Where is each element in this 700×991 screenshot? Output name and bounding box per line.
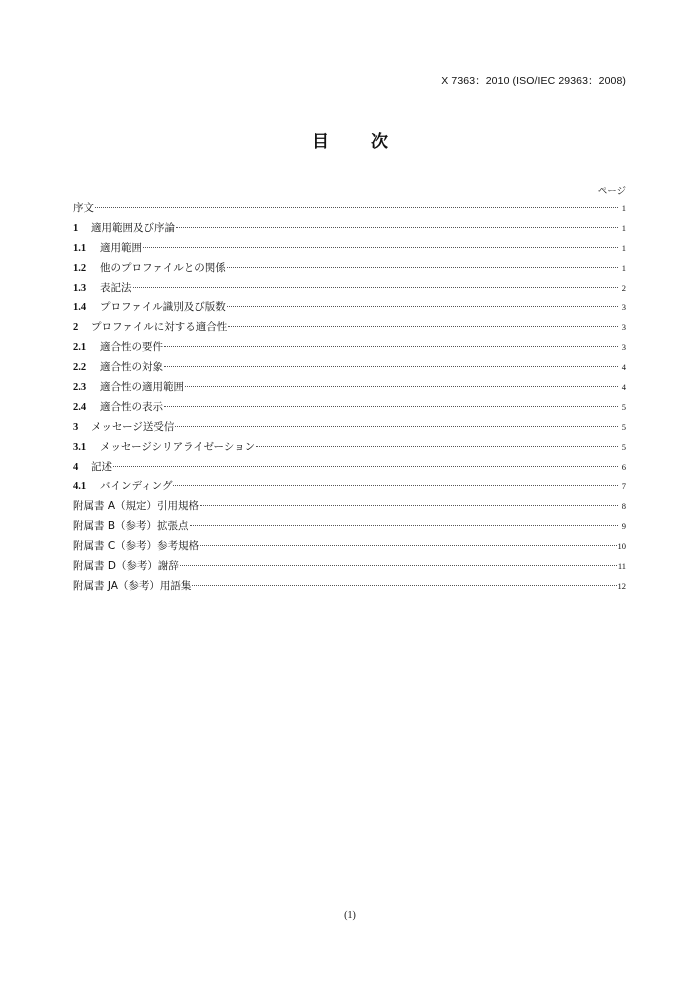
toc-entry-page: 10 [617,541,626,552]
toc-entry[interactable] [73,199,626,219]
toc-leader-dots [200,544,616,546]
toc-entry-page: 1 [621,262,626,273]
toc-entry[interactable] [73,239,626,259]
toc-leader-dots [164,405,618,407]
toc-entry-title: メッセージシリアライゼーション [100,440,256,453]
toc-leader-dots [200,504,618,506]
toc-leader-dots [180,564,617,566]
toc-entry-title: 適合性の対象 [100,361,163,374]
toc-entry-page: 5 [621,421,626,432]
toc-entry-page: 3 [621,322,626,333]
toc-entry-title: 附属書 B（参考）拡張点 [73,520,189,533]
toc-entry[interactable] [73,458,626,478]
toc-entry-page: 1 [621,242,626,253]
toc-entry-title: 附属書 C（参考）参考規格 [73,540,200,553]
toc-entry-title: 適合性の要件 [100,341,163,354]
toc-entry[interactable] [73,219,626,239]
toc-entry[interactable] [73,497,626,517]
toc-entry-title: 適用範囲及び序論 [91,221,175,234]
toc-leader-dots [143,246,618,248]
toc-leader-dots [256,445,618,447]
toc-leader-dots [227,305,618,307]
toc-entry[interactable] [73,438,626,458]
toc-entry-page: 7 [621,481,626,492]
toc-entry-page: 6 [621,461,626,472]
toc-entry-number: 2 [73,322,79,334]
toc-entry[interactable] [73,398,626,418]
toc-leader-dots [164,345,618,347]
toc-entry-page: 3 [621,342,626,353]
toc-entry-number: 3 [73,421,79,433]
toc-entry-number: 1.2 [73,262,87,274]
toc-leader-dots [185,385,618,387]
toc-entry-number: 4.1 [73,481,87,493]
toc-entry-title: 附属書 D（参考）謝辞 [73,560,179,573]
toc-entry-page: 5 [621,401,626,412]
toc-entry-number: 2.4 [73,401,87,413]
toc-entry[interactable] [73,259,626,279]
toc-entry[interactable] [73,298,626,318]
toc-entry-page: 2 [621,282,626,293]
toc-leader-dots [190,524,618,526]
toc-entry-page: 1 [621,222,626,233]
toc-entry[interactable] [73,537,626,557]
toc-entry-title: プロファイルに対する適合性 [91,321,228,334]
toc-entry-number: 2.1 [73,342,87,354]
toc-entry[interactable] [73,577,626,597]
toc-entry-title: 他のプロファイルとの関係 [100,261,226,274]
toc-leader-dots [173,484,618,486]
toc-entry[interactable] [73,338,626,358]
toc-entry[interactable] [73,477,626,497]
toc-entry[interactable] [73,279,626,299]
toc-entry[interactable] [73,358,626,378]
toc-entry-number: 1.3 [73,282,87,294]
toc-entry[interactable] [73,318,626,338]
toc-entry-number: 1 [73,222,79,234]
toc-entry-number: 1.4 [73,302,87,314]
toc-leader-dots [95,206,618,208]
toc-entry[interactable] [73,378,626,398]
toc-entry-page: 4 [621,382,626,393]
toc-entry-number: 2.2 [73,362,87,374]
page-title: 目 次 [312,132,406,152]
page-number-footer: (1) [344,910,356,921]
toc-entry-page: 3 [621,302,626,313]
toc-leader-dots [175,425,618,427]
toc-entry-title: 記述 [91,460,112,473]
toc-entry-title: 適合性の表示 [100,400,163,413]
toc-entry-title: 適用範囲 [100,241,142,254]
toc-leader-dots [176,226,618,228]
toc-entry-title: プロファイル識別及び版数 [100,301,226,314]
toc-entry-page: 8 [621,501,626,512]
toc-entry-title: 序文 [73,202,94,214]
toc-entry[interactable] [73,517,626,537]
toc-leader-dots [227,266,618,268]
toc-entry-page: 4 [621,362,626,373]
toc-entry-page: 9 [621,521,626,532]
toc-entry[interactable] [73,418,626,438]
toc-entry-number: 3.1 [73,441,87,453]
toc-entry-page: 1 [621,203,626,213]
toc-leader-dots [228,325,618,327]
standard-reference: X 7363：2010 (ISO/IEC 29363：2008) [441,75,626,87]
page-column-label: ページ [597,186,626,197]
toc-entry-page: 12 [617,580,626,591]
toc-leader-dots [164,365,618,367]
toc-entry-number: 2.3 [73,382,87,394]
toc-entry-number: 1.1 [73,242,87,254]
table-of-contents [73,199,626,597]
toc-leader-dots [192,584,616,586]
toc-entry-title: 附属書 JA（参考）用語集 [73,579,192,592]
toc-entry-title: バインディング [100,480,173,493]
toc-leader-dots [133,286,619,288]
toc-entry-page: 11 [617,561,626,572]
toc-leader-dots [113,465,618,467]
toc-entry-number: 4 [73,461,79,473]
toc-entry-title: 適合性の適用範囲 [100,381,184,394]
toc-entry-page: 5 [621,441,626,452]
toc-entry[interactable] [73,557,626,577]
toc-entry-title: 表記法 [100,281,132,294]
toc-entry-title: 附属書 A（規定）引用規格 [73,500,200,513]
toc-entry-title: メッセージ送受信 [91,420,175,433]
